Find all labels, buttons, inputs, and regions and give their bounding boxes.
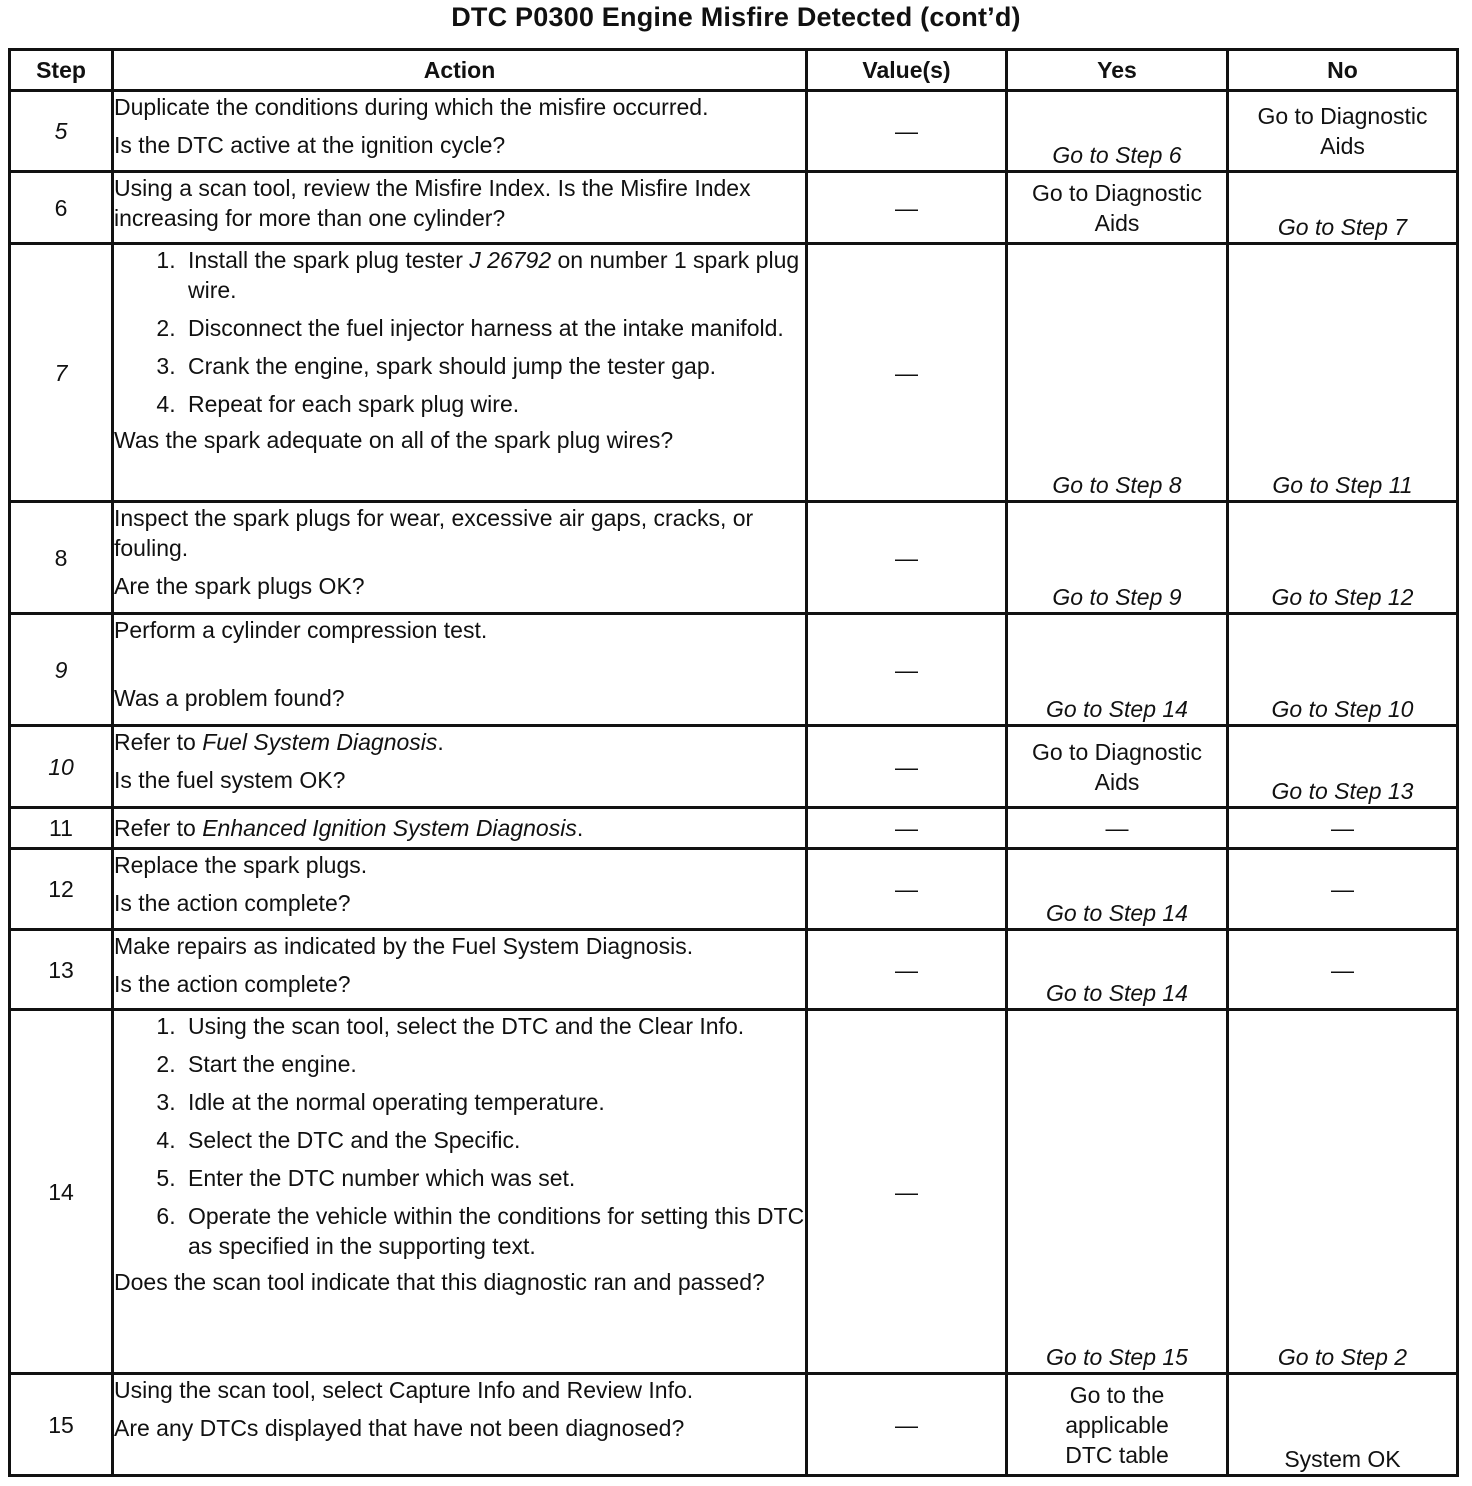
procedure-list xyxy=(114,1011,805,1261)
list-item: 6. Operate the vehicle within the conditions for setting this DTC as specified in the supporting text. xyxy=(182,1201,805,1261)
yes-cell: Go to Diagnostic Aids xyxy=(1007,172,1228,244)
action-text: Using a scan tool, review the Misfire Index. Is the Misfire Index increasing for more than one cylinder? xyxy=(114,175,751,231)
no-cell: Go to Diagnostic Aids xyxy=(1228,91,1458,172)
list-item: 4. Repeat for each spark plug wire. xyxy=(182,389,805,419)
action-text: Replace the spark plugs. xyxy=(114,852,368,878)
action-cell xyxy=(113,614,807,726)
action-cell xyxy=(113,91,807,172)
table-row xyxy=(10,1010,1458,1374)
action-cell xyxy=(113,502,807,614)
step-number: 12 xyxy=(10,849,113,930)
yes-cell: Go to Step 6 xyxy=(1007,91,1228,172)
action-cell xyxy=(113,244,807,502)
table-row xyxy=(10,172,1458,244)
step-number: 11 xyxy=(10,808,113,849)
action-text: Perform a cylinder compression test. xyxy=(114,617,488,643)
action-text: Refer to Fuel System Diagnosis. xyxy=(114,729,444,755)
table-row xyxy=(10,849,1458,930)
yes-cell: Go to Step 14 xyxy=(1007,614,1228,726)
page-title: DTC P0300 Engine Misfire Detected (cont’d) xyxy=(451,2,1021,32)
no-cell: Go to Step 12 xyxy=(1228,502,1458,614)
value-cell: — xyxy=(807,849,1007,930)
no-cell: — xyxy=(1228,849,1458,930)
step-number: 8 xyxy=(10,502,113,614)
list-item: 3. Idle at the normal operating temperature. xyxy=(182,1087,805,1117)
action-question: Is the action complete? xyxy=(114,971,351,997)
no-cell: — xyxy=(1228,808,1458,849)
action-question: Was the spark adequate on all of the spark plug wires? xyxy=(114,427,674,453)
table-row xyxy=(10,930,1458,1010)
action-question: Was a problem found? xyxy=(114,685,345,711)
action-text: Using the scan tool, select Capture Info and Review Info. xyxy=(114,1377,694,1403)
header-values: Value(s) xyxy=(807,50,1007,91)
action-question: Is the action complete? xyxy=(114,890,351,916)
no-cell: Go to Step 2 xyxy=(1228,1010,1458,1374)
table-row xyxy=(10,726,1458,808)
value-cell: — xyxy=(807,244,1007,502)
value-cell: — xyxy=(807,614,1007,726)
action-text: Make repairs as indicated by the Fuel System Diagnosis. xyxy=(114,933,694,959)
diagnostic-table xyxy=(8,48,1459,1477)
step-number: 5 xyxy=(10,91,113,172)
yes-cell: — xyxy=(1007,808,1228,849)
action-cell xyxy=(113,808,807,849)
action-cell xyxy=(113,726,807,808)
list-item: 1. Using the scan tool, select the DTC and the Clear Info. xyxy=(182,1011,805,1041)
no-cell: Go to Step 13 xyxy=(1228,726,1458,808)
no-cell: — xyxy=(1228,930,1458,1010)
list-item: 1. Install the spark plug tester J 26792 on number 1 spark plug wire. xyxy=(182,245,805,305)
value-cell: — xyxy=(807,726,1007,808)
list-item: 2. Disconnect the fuel injector harness at the intake manifold. xyxy=(182,313,805,343)
step-number: 13 xyxy=(10,930,113,1010)
step-number: 14 xyxy=(10,1010,113,1374)
step-number: 10 xyxy=(10,726,113,808)
yes-cell: Go to Step 14 xyxy=(1007,930,1228,1010)
list-item: 5. Enter the DTC number which was set. xyxy=(182,1163,805,1193)
list-item: 3. Crank the engine, spark should jump the tester gap. xyxy=(182,351,805,381)
action-question: Is the fuel system OK? xyxy=(114,767,346,793)
table-row xyxy=(10,614,1458,726)
header-row xyxy=(10,50,1458,91)
action-cell xyxy=(113,172,807,244)
yes-cell: Go to the applicable DTC table xyxy=(1007,1374,1228,1476)
step-number: 15 xyxy=(10,1374,113,1476)
header-step: Step xyxy=(10,50,113,91)
list-item: 4. Select the DTC and the Specific. xyxy=(182,1125,805,1155)
no-cell: Go to Step 7 xyxy=(1228,172,1458,244)
value-cell: — xyxy=(807,930,1007,1010)
action-question: Are any DTCs displayed that have not been diagnosed? xyxy=(114,1415,685,1441)
value-cell: — xyxy=(807,1010,1007,1374)
no-cell: Go to Step 10 xyxy=(1228,614,1458,726)
table-row xyxy=(10,808,1458,849)
action-cell xyxy=(113,1010,807,1374)
table-row xyxy=(10,502,1458,614)
tool-reference: J 26792 xyxy=(469,247,552,273)
action-cell xyxy=(113,1374,807,1476)
yes-cell: Go to Diagnostic Aids xyxy=(1007,726,1228,808)
yes-cell: Go to Step 8 xyxy=(1007,244,1228,502)
step-number: 7 xyxy=(10,244,113,502)
action-question: Does the scan tool indicate that this diagnostic ran and passed? xyxy=(114,1269,765,1295)
value-cell: — xyxy=(807,502,1007,614)
value-cell: — xyxy=(807,91,1007,172)
action-text: Inspect the spark plugs for wear, excessive air gaps, cracks, or fouling. xyxy=(114,505,754,561)
value-cell: — xyxy=(807,172,1007,244)
action-question: Are the spark plugs OK? xyxy=(114,573,365,599)
procedure-list xyxy=(114,245,805,419)
document-reference: Enhanced Ignition System Diagnosis xyxy=(202,815,577,841)
table-row xyxy=(10,1374,1458,1476)
action-question: Is the DTC active at the ignition cycle? xyxy=(114,132,506,158)
action-cell xyxy=(113,930,807,1010)
no-cell: System OK xyxy=(1228,1374,1458,1476)
action-text: Refer to Enhanced Ignition System Diagnosis. xyxy=(114,815,584,841)
action-cell xyxy=(113,849,807,930)
yes-cell: Go to Step 15 xyxy=(1007,1010,1228,1374)
document-reference: Fuel System Diagnosis xyxy=(202,729,438,755)
step-number: 6 xyxy=(10,172,113,244)
value-cell: — xyxy=(807,1374,1007,1476)
header-yes: Yes xyxy=(1007,50,1228,91)
table-row xyxy=(10,244,1458,502)
no-cell: Go to Step 11 xyxy=(1228,244,1458,502)
yes-cell: Go to Step 9 xyxy=(1007,502,1228,614)
yes-cell: Go to Step 14 xyxy=(1007,849,1228,930)
list-item: 2. Start the engine. xyxy=(182,1049,805,1079)
action-text: Duplicate the conditions during which the misfire occurred. xyxy=(114,94,709,120)
step-number: 9 xyxy=(10,614,113,726)
header-action: Action xyxy=(113,50,807,91)
value-cell: — xyxy=(807,808,1007,849)
table-row xyxy=(10,91,1458,172)
header-no: No xyxy=(1228,50,1458,91)
